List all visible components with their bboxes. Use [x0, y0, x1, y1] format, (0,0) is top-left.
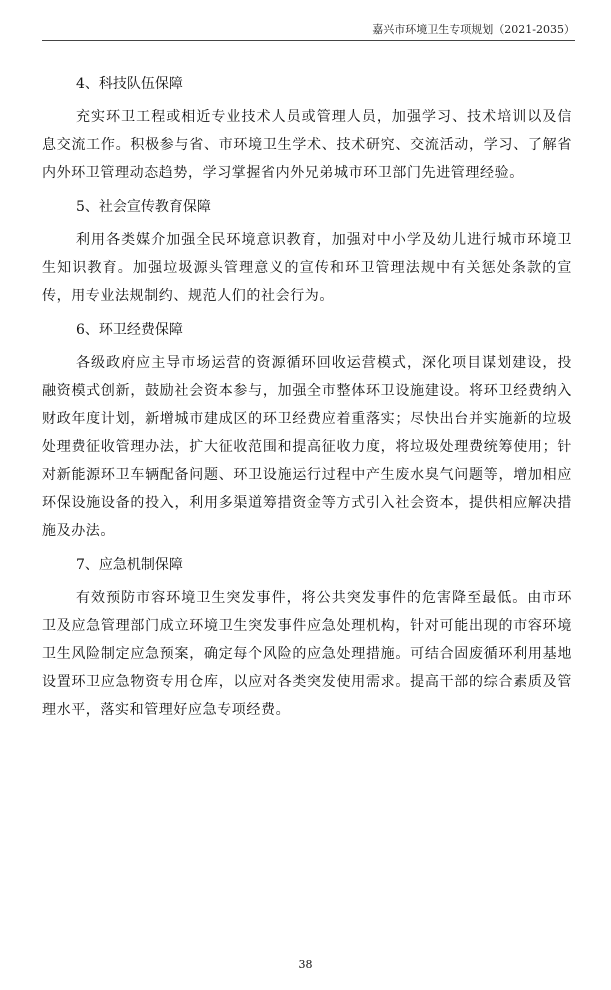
- header-title: 嘉兴市环境卫生专项规划（2021-2035）: [372, 23, 575, 36]
- section-heading-emergency: 7、应急机制保障: [76, 557, 183, 573]
- section-body-publicity: 利用各类媒介加强全民环境意识教育，加强对中小学及幼儿进行城市环境卫生知识教育。加强垃圾源头管理意义的宣传和环卫管理法规中有关惩处条款的宣传，用专业法规制约、规范人们的社会行为。: [42, 232, 572, 304]
- section-heading-tech-team: 4、科技队伍保障: [76, 76, 183, 92]
- section-body-funding: 各级政府应主导市场运营的资源循环回收运营模式，深化项目谋划建设，投融资模式创新，鼓励社会资本参与，加强全市整体环卫设施建设。将环卫经费纳入财政年度计划，新增城市建成区的环卫经费应着重落实；尽快出台并实施新的垃圾处理费征收管理办法，扩大征收范围和提高征收力度，将垃圾处理费统筹使用；针对新能源环卫车辆配备问题、环卫设施运行过程中产生废水臭气问题等，增加相应环保设施设备的投入，利用多渠道筹措资金等方式引入社会资本，提供相应解决措施及办法。: [42, 355, 572, 539]
- section-heading-funding: 6、环卫经费保障: [76, 322, 183, 338]
- running-header: [42, 22, 575, 41]
- section-body-emergency: 有效预防市容环境卫生突发事件，将公共突发事件的危害降至最低。由市环卫及应急管理部门成立环境卫生突发事件应急处理机构，针对可能出现的市容环境卫生风险制定应急预案，确定每个风险的应急处理措施。可结合固废循环利用基地设置环卫应急物资专用仓库，以应对各类突发使用需求。提高干部的综合素质及管理水平，落实和管理好应急专项经费。: [42, 590, 572, 718]
- section-heading-publicity: 5、社会宣传教育保障: [76, 199, 211, 215]
- section-body-tech-team: 充实环卫工程或相近专业技术人员或管理人员，加强学习、技术培训以及信息交流工作。积极参与省、市环境卫生学术、技术研究、交流活动，学习、了解省内外环卫管理动态趋势，学习掌握省内外兄弟城市环卫部门先进管理经验。: [42, 109, 572, 181]
- page-number: 38: [298, 958, 313, 971]
- page-body: [42, 70, 572, 730]
